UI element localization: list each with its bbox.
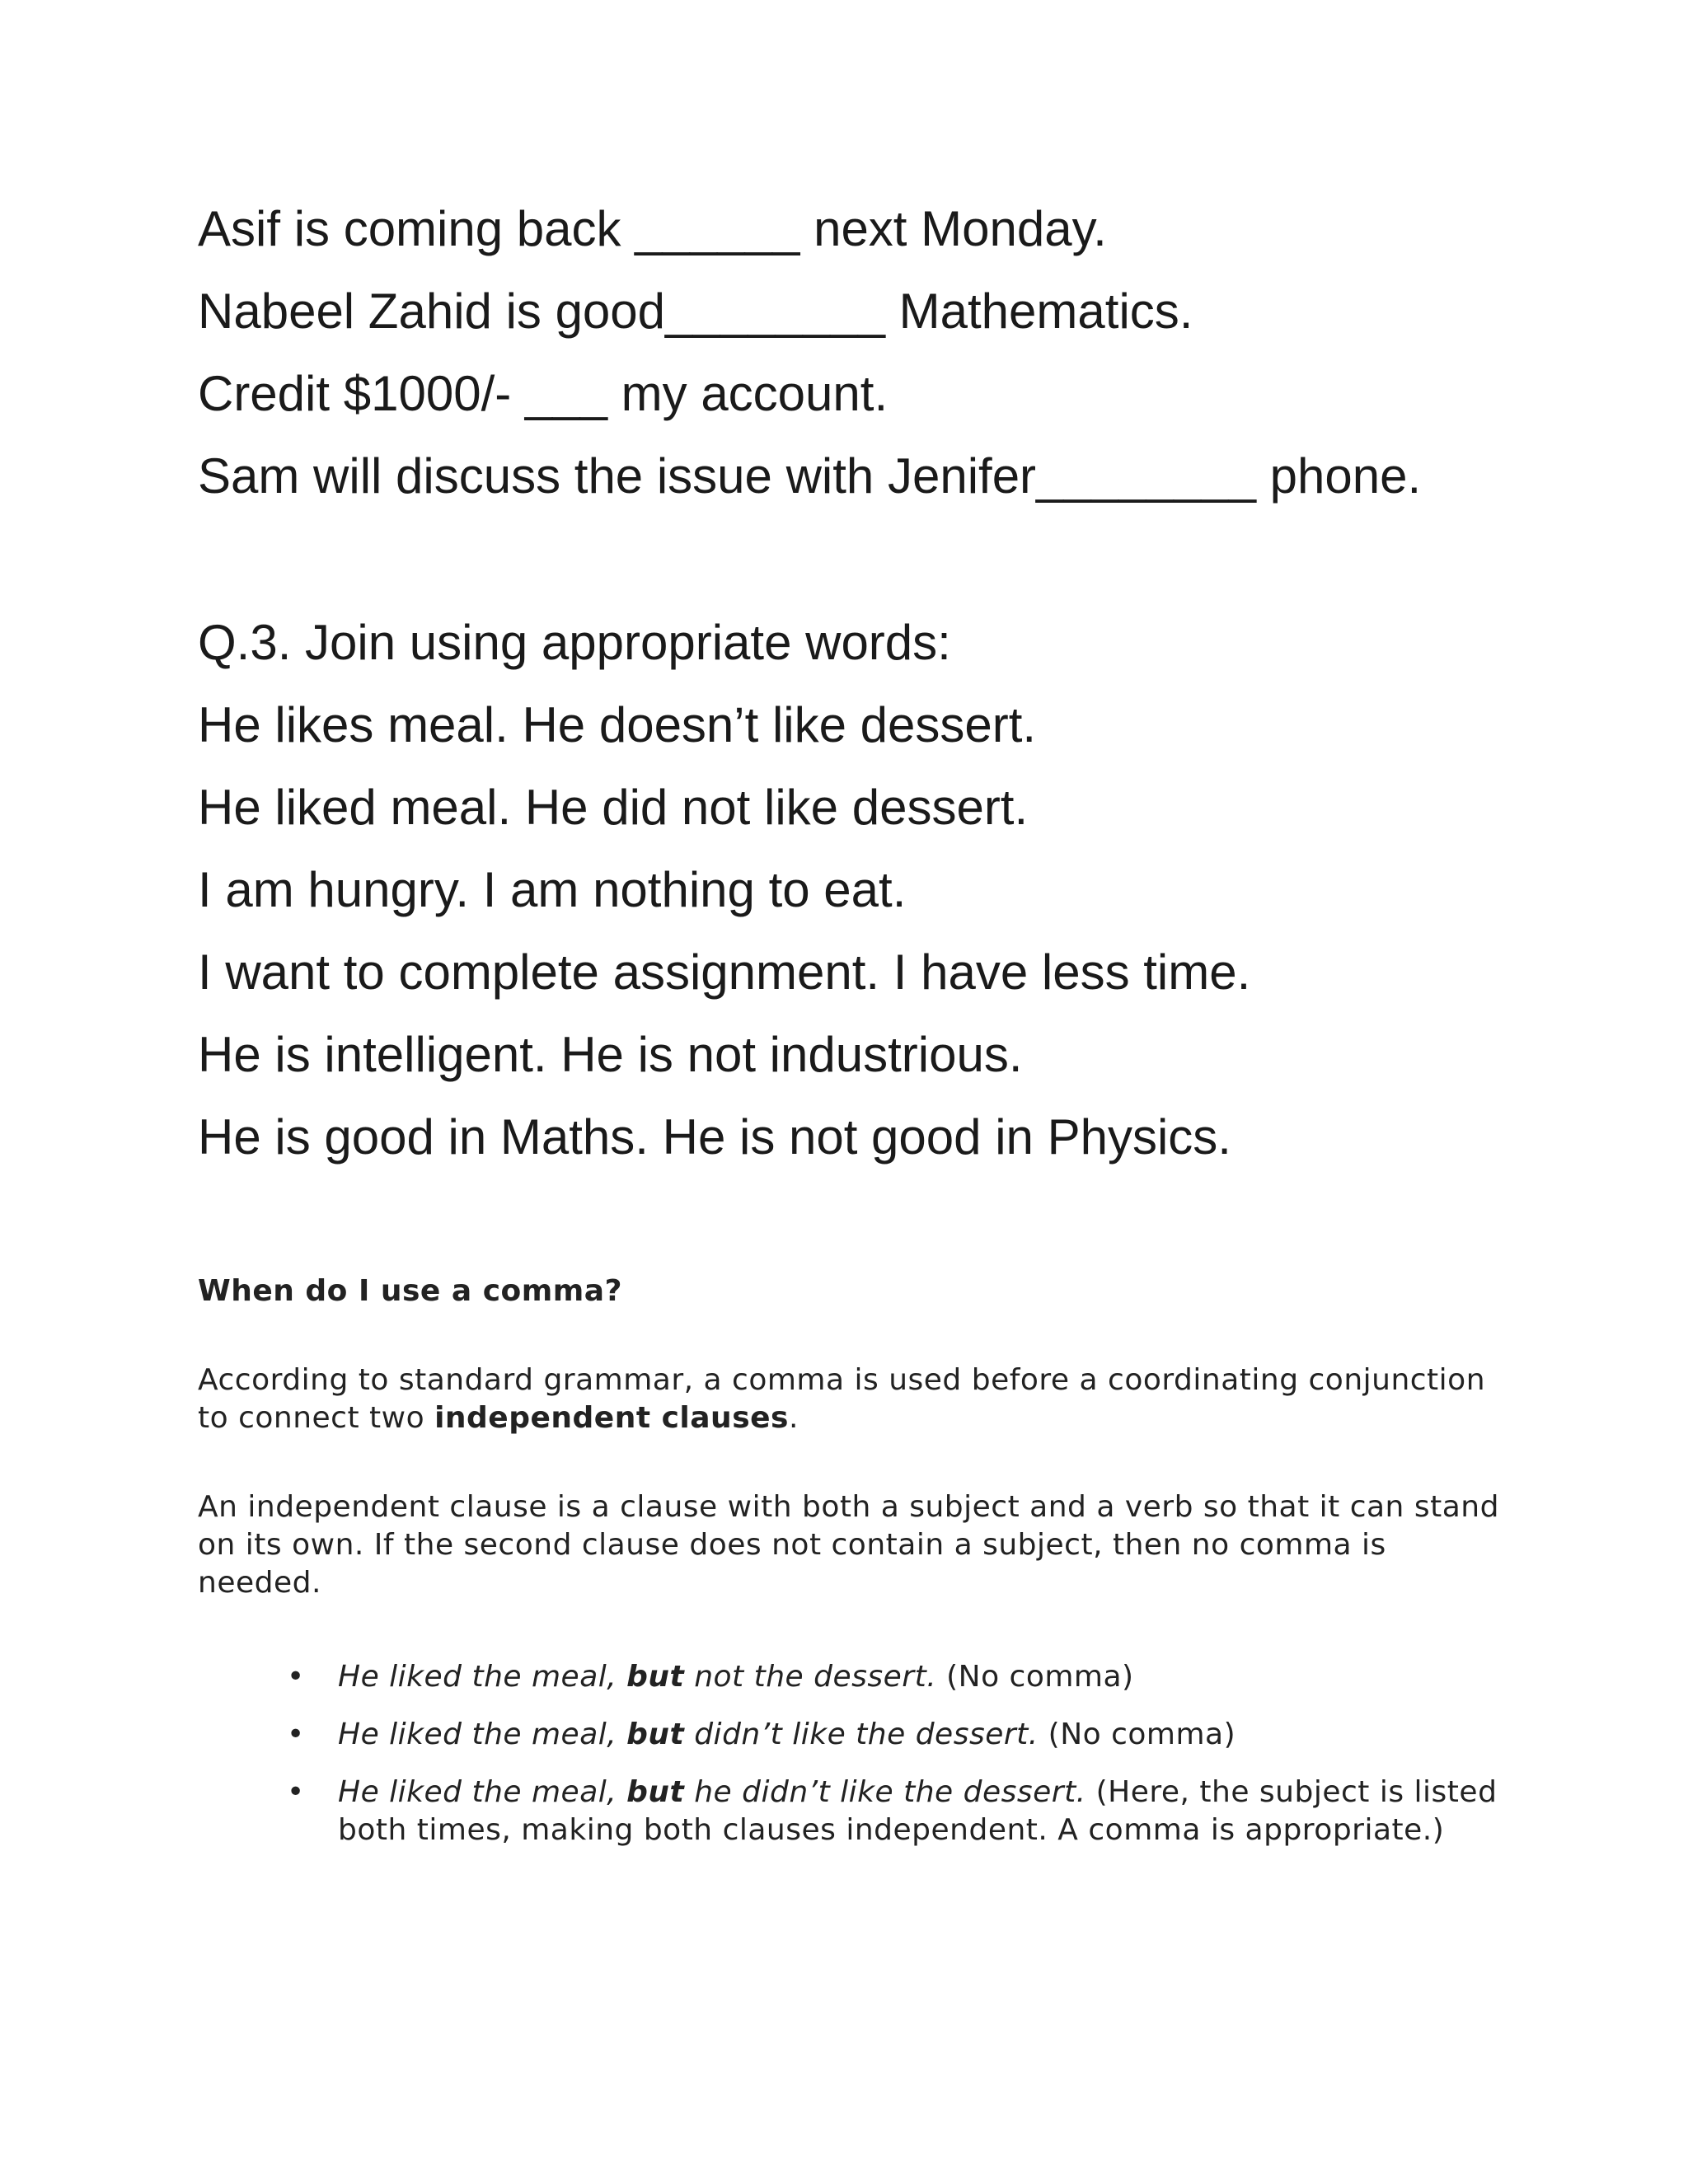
- example-keyword: but: [626, 1660, 685, 1694]
- comma-paragraph-2: An independent clause is a clause with both a subject and a verb so that it can stand on its own. If the second clause does not contain a subject, then no comma is needed.: [198, 1490, 1499, 1600]
- example-text: He liked the meal,: [338, 1660, 627, 1694]
- comma-examples-list: [198, 1658, 1517, 1849]
- para1-end: .: [788, 1401, 799, 1435]
- spacer: [198, 518, 1517, 602]
- document-page: [198, 188, 1517, 1869]
- para1-text: According to standard grammar, a comma is used before a coordinating conjunction to connect two: [198, 1363, 1486, 1435]
- comma-paragraph-1: [198, 1361, 1517, 1437]
- example-text: He liked the meal,: [338, 1718, 627, 1751]
- example-note: (No comma): [936, 1660, 1134, 1694]
- comma-section: [198, 1272, 1517, 1849]
- example-text: not the dessert.: [684, 1660, 937, 1694]
- example-text: he didn’t like the dessert.: [684, 1775, 1086, 1809]
- example-text: didn’t like the dessert.: [684, 1718, 1039, 1751]
- comma-heading: When do I use a comma?: [198, 1274, 622, 1308]
- example-keyword: but: [626, 1718, 685, 1751]
- example-item: [198, 1658, 1517, 1696]
- fill-in-item: Asif is coming back ______ next Monday.: [198, 201, 1107, 256]
- q3-item: I am hungry. I am nothing to eat.: [198, 862, 907, 917]
- example-keyword: but: [626, 1775, 685, 1809]
- q3-item: He is intelligent. He is not industrious.: [198, 1027, 1023, 1082]
- q3-title: Q.3. Join using appropriate words:: [198, 615, 951, 670]
- fill-in-item: Nabeel Zahid is good________ Mathematics.: [198, 284, 1193, 339]
- fill-in-item: Sam will discuss the issue with Jenifer________ phone.: [198, 448, 1422, 504]
- bullet-icon: •: [287, 1718, 305, 1751]
- q3-item: He likes meal. He doesn’t like dessert.: [198, 697, 1037, 752]
- example-note: (No comma): [1038, 1718, 1236, 1751]
- bullet-icon: •: [287, 1775, 305, 1809]
- q3-item: He is good in Maths. He is not good in Physics.: [198, 1109, 1231, 1165]
- example-text: He liked the meal,: [338, 1775, 627, 1809]
- example-item: [198, 1716, 1517, 1754]
- para1-bold-term: independent clauses: [434, 1401, 789, 1435]
- fill-in-item: Credit $1000/- ___ my account.: [198, 366, 889, 421]
- spacer: [198, 1179, 1517, 1272]
- example-item: [198, 1774, 1517, 1849]
- example-note: (Here, the subject is listed both times, making both clauses independent. A comma is appropriate.): [338, 1775, 1498, 1847]
- bullet-icon: •: [287, 1660, 305, 1694]
- q3-item: He liked meal. He did not like dessert.: [198, 780, 1029, 835]
- q3-item: I want to complete assignment. I have less time.: [198, 944, 1251, 1000]
